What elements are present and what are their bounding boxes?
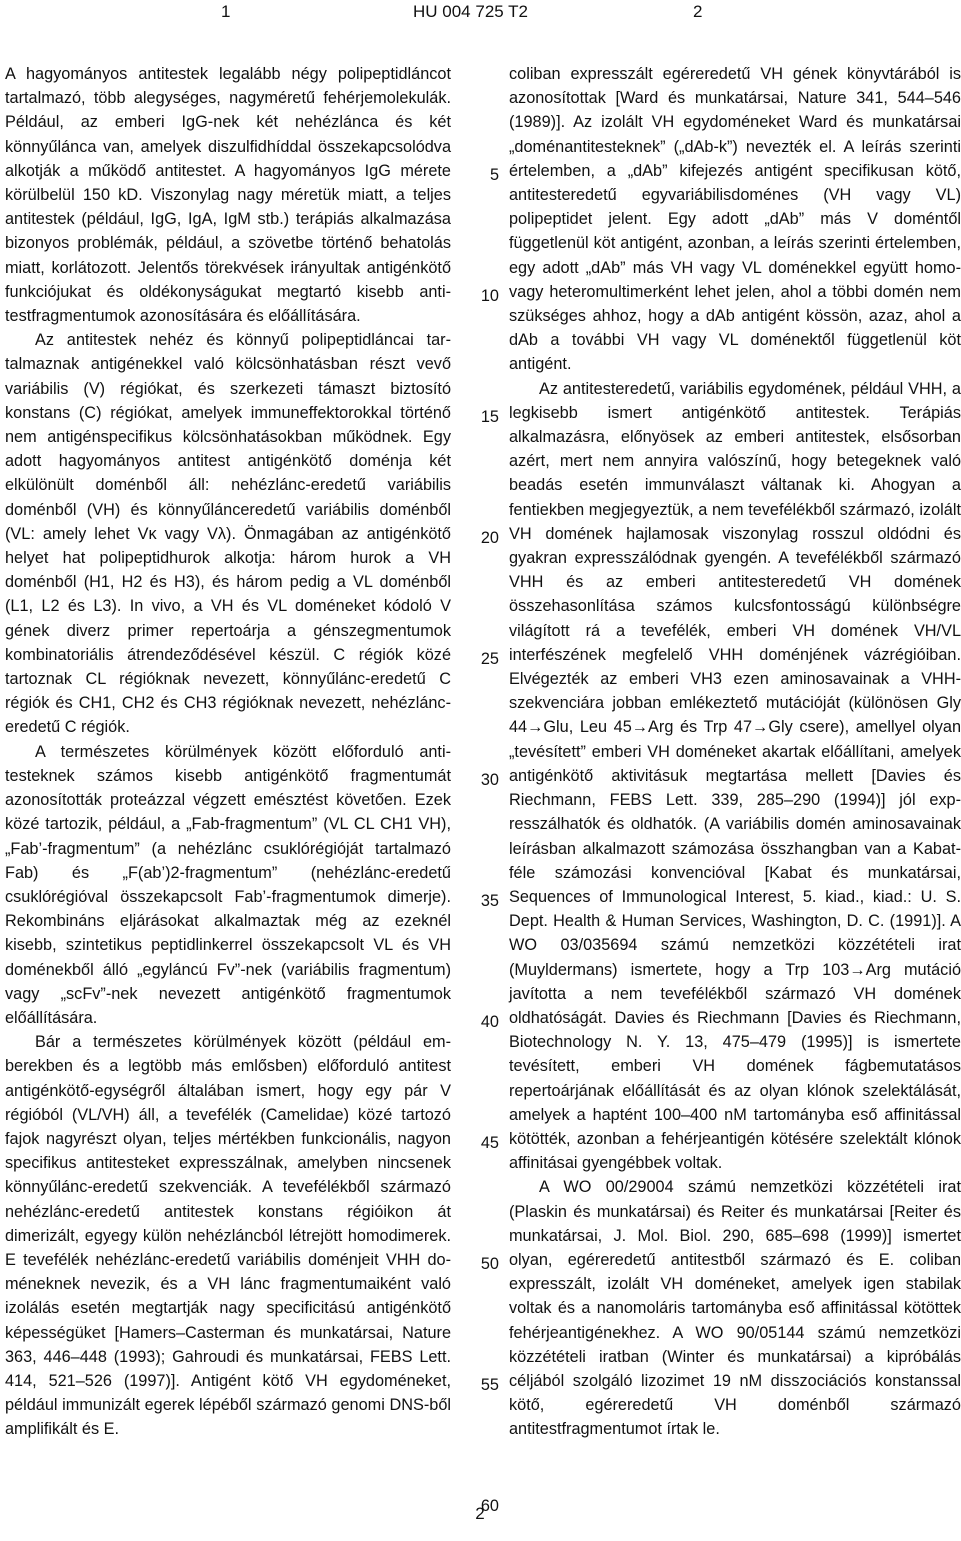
line-number: 55 [480,1376,499,1394]
paragraph: coliban expresszált egéreredetű VH gének könyvtárából is azonosítottak [Ward és munkatársai, Nature 341, 544–546 (1989)]. Az izolált VH egydoméneket Ward és munkatársai „doménantitesteknek” („dAb-k”) nevezték el. A leírás szerinti értelemben, a „dAb” kifejezés antigént specifikusan kötő, antitesteredetű egyvariábilisdoménes (VH vagy VL) polipeptidet jelent. Egy adott „dAb” más V doméntől függetlenül köt antigént, azonban, a leírás szerinti értelemben, egy adott „dAb” más VH vagy VL doménekkel együtt homo- vagy heteromultimerként lehet jelen, ahol a többi domén nem szükséges ahhoz, hogy a dAb antigént kössön, azaz, ahol a dAb a további VH vagy VL doménektől függetlenül köt antigént. [509,65,961,374]
paragraph: A természetes körülmények között előforduló antitesteknek számos kisebb antigénkötő fragmentumát azonosították proteázzal végzett emésztést követően. Ezek közé tartozik, például, a „Fab-fragmentum” (VL CL CH1 VH), „Fab’-fragmentum” (a nehézlánc csuklórégióját tartalmazó Fab) és „F(ab’)2-fragmentum” (nehézlánc-eredetű csuklórégióval összekapcsolt Fab’-fragmentumok dimerje). Rekombináns eljárásokat alkalmaztak még az ezeknél kisebb, szintetikus peptidlinkerrel összekapcsolt VL és VH doménekből álló „egyláncú Fv”-nek (variábilis fragmentum) vagy „scFv”-nek nevezett antigénkötő fragmentumok előállítására. [5,742,451,1027]
line-number: 60 [480,1497,499,1515]
right-page-number: 2 [693,2,703,21]
paragraph: Az antitestek nehéz és könnyű polipeptidláncai tartalmaznak antigénekkel való kölcsönhatásban részt vevő variábilis (V) régiókat, és szerkezeti támaszt biztosító konstans (C) régiókat, amelyek immuneffektorokkal történő nem antigénspecifikus kölcsönhatásokban működnek. Egy adott hagyományos antitest antigénkötő doménja két elkülönült doménből áll: nehézlánc-eredetű variábilis doménből (VH) és könnyűlánceredetű variábilis doménből (VL: amely lehet Vκ vagy Vλ). Önmagában az antigénkötő helyet hat polipeptidhurok alkotja: három hurok a VH doménből (H1, H2 és H3), és három pedig a VL doménből (L1, L2 és L3). In vivo, a VH és VL doméneket kódoló V gének diverz primer repertoárja a génszegmentumok kombinatoriális átrendeződésével készül. C régiók közé tartoznak CL régióknak nevezett, könnyűlánc-eredetű C régiók és CH1, CH2 és CH3 régióknak nevezett, nehézlánc-eredetű C régiók. [5,331,451,737]
patent-number: HU 004 725 T2 [413,2,528,21]
line-number: 35 [480,892,499,910]
paragraph: Az antitesteredetű, variábilis egydomének, például VHH, a legkisebb ismert antigénkötő antitestek. Terápiás alkalmazásra, előnyösek az emberi antitestek, elsősorban azért, mert nem annyira valószínű, hogy betegeknek való beadás esetén immunválaszt váltanak ki. Ahogyan a fentiekben megjegyeztük, a nem tevefélékből származó, izolált VH domének hajlamosak viszonylag rosszul oldódni és gyakran expresszálódnak gyengén. A tevefélékből származó VHH és az emberi antitesteredetű VH domének összehasonlítása számos kulcsfontosságú különbségre világított rá a tevefélék, emberi VH domének VH/VL interfészének megfelelő VHH doménjének vázrégióiban. Elvégezték az emberi VH3 ezen aminosavainak a VHH-szekvenciára jobban emlékeztető mutációját (különösen Gly 44→Glu, Leu 45→Arg és Trp 47→Gly csere), amellyel olyan „tevésített” emberi VH doméneket akartak előállítani, amelyek antigénkötő aktivitásuk megtartása mellett [Davies és Riechmann, FEBS Lett. 339, 285–290 (1994)] jól expresszálhatók és oldhatók. (A variábilis domén aminosavainak leírásban alkalmazott számozása összhangban van a Kabat-féle számozási konvencióval [Kabat és munkatársai, Sequences of Immunological Interest, 5. kiad., kiad.: U. S. Dept. Health & Human Services, Washington, D. C. (1991)]. A WO 03/035694 számú nemzetközi közzétételi irat (Muyldermans) ismertete, hogy a Trp 103→Arg mutáció javította a nem tevefélékből származó VH domének oldhatóságát. Davies és Riechmann [Davies és Riechmann, Biotechnology N. Y. 13, 475–479 (1995)] is ismertete tevésített, emberi VH domének fágbemutatásos repertoárjának előállítását és az olyan klónok szelektálását, amelyek a haptént 100–400 nM tartományba eső affinitással kötötték, azonban a fehérjeantigén kötésére szelektált klónok affinitásai gyengébbek voltak. [509,379,961,1173]
line-number: 50 [480,1255,499,1273]
left-column [5,62,451,1442]
line-number: 40 [480,1013,499,1031]
page-header [0,0,960,40]
paragraph: A hagyományos antitestek legalább négy polipeptidláncot tartalmazó, több alegységes, nagyméretű fehérjemolekulák. Például, az emberi IgG-nek két nehézlánca és két könnyűlánca van, amelyek diszulfidhíddal összekapcsolódva alkotják a működő antitestet. A hagyományos IgG mérete körülbelül 150 kD. Viszonylag nagy méretük miatt, a teljes antitestek (például, IgG, IgA, IgM stb.) terápiás alkalmazása bizonyos problémák, például, a szövetbe történő behatolás miatt, korlátozott. Jelentős törekvések irányultak antigénkötő funkciójukat és oldékonyságukat megtartó kisebb antitestfragmentumok azonosítására és előállítására. [5,65,451,326]
line-number: 10 [480,287,499,305]
footer-page-number: 2 [475,1504,485,1523]
line-number: 5 [489,166,499,184]
line-number: 30 [480,771,499,789]
line-number: 25 [480,650,499,668]
right-column [509,62,961,1442]
line-number: 15 [480,408,499,426]
line-number: 45 [480,1134,499,1152]
left-page-number: 1 [221,2,231,21]
paragraph: A WO 00/29004 számú nemzetközi közzétételi irat (Plaskin és munkatársai) és Reiter és munkatársai [Reiter és munkatársai, J. Mol. Biol. 290, 685–698 (1999)] ismertet olyan, egéreredetű antitestből származó és E. coliban expresszált, izolált VH doméneket, amelyek igen stabilak voltak és a nanomoláris tartományba eső affinitással kötöttek fehérjeantigénekhez. A WO 90/05144 számú nemzetközi közzétételi iratban (Winter és munkatársai) a kipróbálás céljából szolgáló lizozimet 19 nM disszociációs konstanssal kötő, egéreredetű VH doménből származó antitestfragmentumot írtak le. [509,1178,961,1439]
paragraph: Bár a természetes körülmények között (például emberekben és a legtöbb más emlősben) előforduló antitest antigénkötő-egységről általában ismert, hogy egy pár V régióból (VL/VH) áll, a tevefélék (Camelidae) közé tartozó fajok nagyrészt olyan, teljes mértékben funkcionális, nagyon specifikus antitesteket expresszálnak, amelyben nincsenek könnyűlánc-eredetű szekvenciák. A tevefélékből származó nehézlánc-eredetű antitestek konstans régióikon át dimerizált, egyegy külön nehézláncból létrejött homodimerek. E tevefélék nehézlánc-eredetű variábilis doménjeit VHH doméneknek nevezik, és a VH lánc fragmentumaiként való izolálás esetén megtartják nagy specificitású antigénkötő képességüket [Hamers–Casterman és munkatársai, Nature 363, 446–448 (1993); Gahroudi és munkatársai, FEBS Lett. 414, 521–526 (1997)]. Antigént kötő VH egydoméneket, például immunizált egerek lépéből származó genomi DNS-ből amplifikált és E. [5,1033,451,1439]
line-number: 20 [480,529,499,547]
page-footer [0,1504,960,1524]
